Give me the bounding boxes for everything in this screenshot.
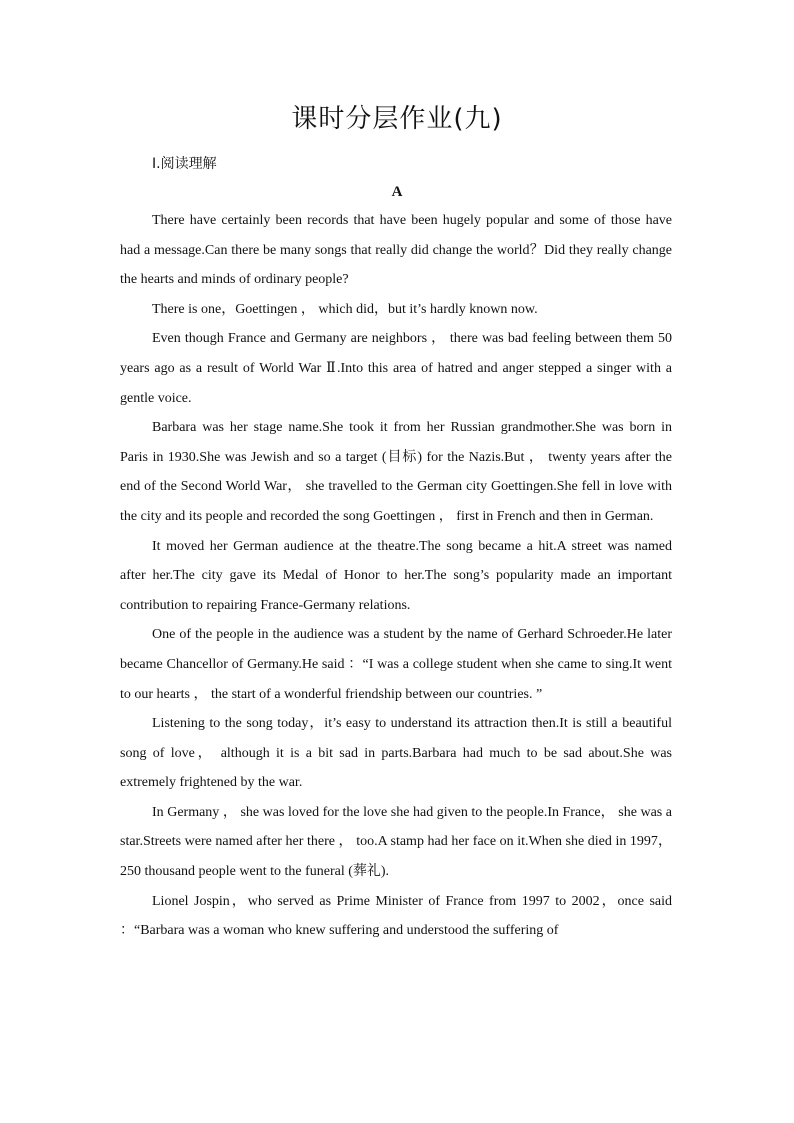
passage-body bbox=[120, 206, 672, 946]
paragraph: In Germany ， she was loved for the love she had given to the people.In France， she was a star.Streets were named after her there ， too.A stamp had her face on it.When she died in 1997，250 thousand people went to the funeral (葬礼). bbox=[120, 804, 672, 880]
paragraph: It moved her German audience at the theatre.The song became a hit.A street was named after her.The city gave its Medal of Honor to her.The song’s popularity made an important contribution to repairing France-Germany relations. bbox=[120, 538, 672, 613]
paragraph: One of the people in the audience was a student by the name of Gerhard Schroeder.He later became Chancellor of Germany.He said ：“I was a college student when she came to sing.It went to our hearts ， the start of a wonderful friendship between our countries. ” bbox=[120, 627, 672, 702]
page-title: 课时分层作业(九) bbox=[291, 104, 503, 134]
paragraph: Even though France and Germany are neighbors ， there was bad feeling between them 50 years ago as a result of World War Ⅱ.Into this area of hatred and anger stepped a singer with a gentle voice. bbox=[120, 331, 672, 406]
section-heading: Ⅰ.阅读理解 bbox=[152, 156, 217, 172]
paragraph: There is one，Goettingen ， which did，but it’s hardly known now. bbox=[152, 301, 538, 317]
paragraph: Listening to the song today，it’s easy to understand its attraction then.It is still a beautiful song of love， although it is a bit sad in parts.Barbara had much to be sad about.She was extremely frightened by the war. bbox=[120, 716, 672, 791]
paragraph: Lionel Jospin，who served as Prime Minister of France from 1997 to 2002，once said ：“Barbara was a woman who knew suffering and understood the suffering of bbox=[120, 893, 672, 939]
paragraph: There have certainly been records that have been hugely popular and some of those have had a message.Can there be many songs that really did change the world？Did they really change the hearts and minds of ordinary people? bbox=[120, 213, 672, 288]
passage-label: A bbox=[391, 184, 403, 200]
paragraph: Barbara was her stage name.She took it from her Russian grandmother.She was born in Paris in 1930.She was Jewish and so a target (目标) for the Nazis.But ， twenty years after the end of the Second World War， she travelled to the German city Goettingen.She fell in love with the city and its people and recorded the song Goettingen ， first in French and then in German. bbox=[120, 420, 672, 524]
